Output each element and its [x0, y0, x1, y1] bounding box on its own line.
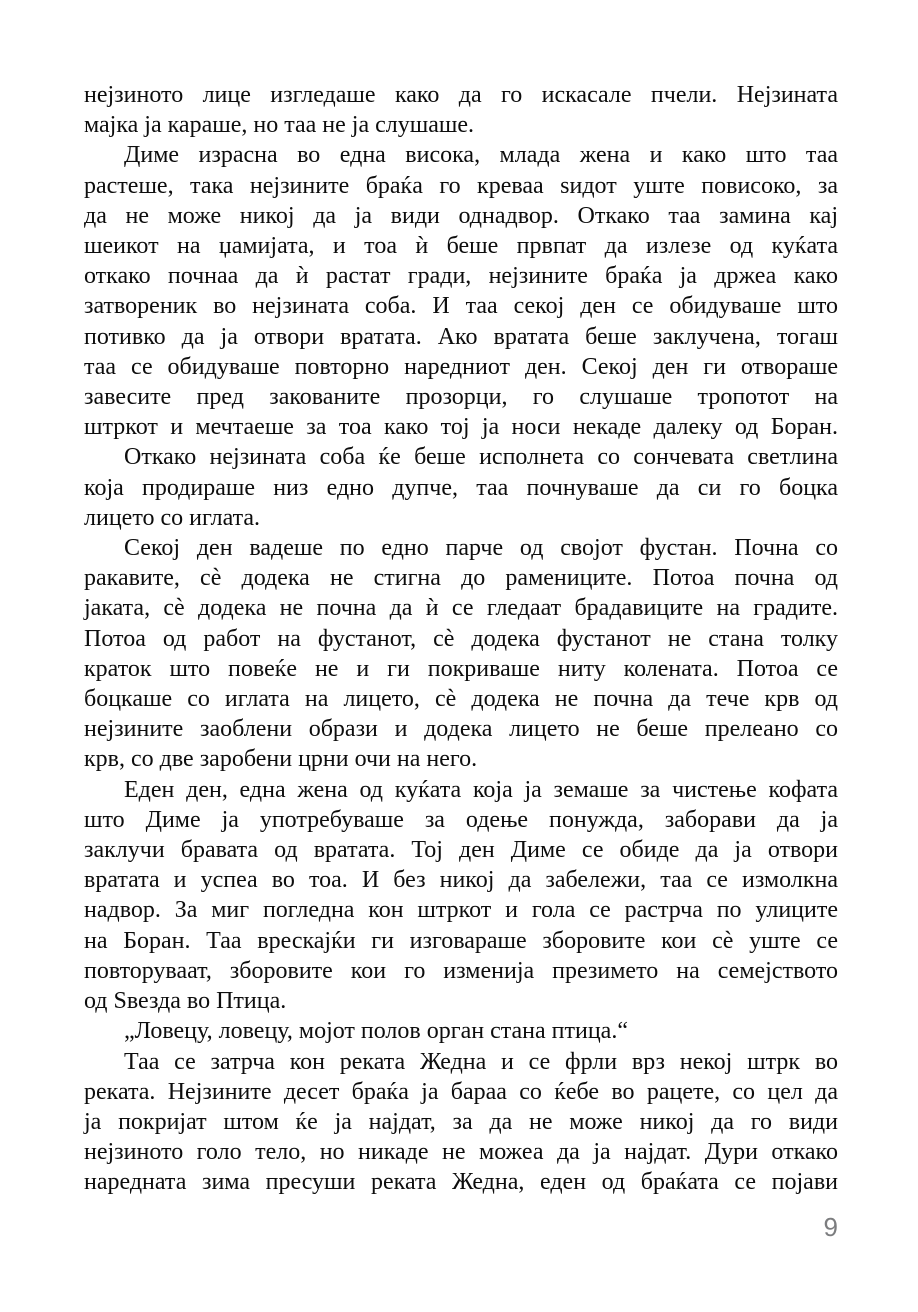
text-line: заклучи бравата од вратата. Тој ден Диме се обиде да ја отвори: [84, 837, 838, 864]
text-line: завесите пред закованите прозорци, го слушаше тропотот на: [84, 384, 838, 411]
text-line: ракавите, сè додека не стигна до рамениците. Потоа почна од: [84, 565, 838, 592]
text-line: нејзиното голо тело, но никаде не можеа да ја најдат. Дури откако: [84, 1139, 838, 1166]
text-line: потивко да ја отвори вратата. Ако вратата беше заклучена, тогаш: [84, 323, 838, 350]
text-line: крв, со две заробени црни очи на него.: [84, 746, 478, 773]
text-line: боцкаше со иглата на лицето, сè додека не почна да тече крв од: [84, 686, 838, 713]
text-line: Таа се затрча кон реката Жедна и се фрли врз некој штрк во: [124, 1048, 838, 1075]
text-line: да не може никој да ја види однадвор. Откако таа замина кај: [84, 202, 838, 229]
text-line: ја покријат штом ќе ја најдат, за да не може никој да го види: [84, 1108, 838, 1135]
text-line: нејзиното лице изгледаше како да го искасале пчели. Нејзината: [84, 82, 838, 108]
text-line: краток што повеќе не и ги покриваше ниту колената. Потоа се: [84, 655, 838, 682]
text-line: Еден ден, една жена од куќата која ја земаше за чистење кофата: [124, 776, 838, 803]
text-line: Секој ден вадеше по едно парче од својот фустан. Почна со: [124, 535, 838, 562]
text-line: лицето со иглата.: [84, 504, 261, 531]
text-line: шеикот на џамијата, и тоа ѝ беше првпат да излезе од куќата: [84, 233, 838, 260]
page-text: [84, 80, 838, 1198]
text-line: реката. Нејзините десет браќа ја бараа со ќебе во рацете, со цел да: [84, 1078, 838, 1105]
text-line: таа се обидуваше повторно наредниот ден. Секој ден ги отвораше: [84, 353, 838, 380]
text-line: надвор. За миг погледна кон штркот и гола се растрча по улиците: [84, 897, 838, 924]
text-line: која продираше низ едно дупче, таа почнуваше да си го боцка: [84, 474, 838, 501]
page-number: 9: [823, 1212, 838, 1242]
text-line: Диме израсна во една висока, млада жена и како што таа: [124, 142, 838, 169]
text-line: што Диме ја употребуваше за одење понужда, заборави да ја: [84, 806, 838, 833]
text-line: вратата и успеа во тоа. И без никој да забележи, таа се измолкна: [84, 867, 838, 894]
text-line: нејзините заоблени образи и додека лицето не беше прелеано со: [84, 716, 838, 743]
text-line: Откако нејзината соба ќе беше исполнета со сончевата светлина: [124, 444, 838, 471]
text-line: затвореник во нејзината соба. И таа секој ден се обидуваше што: [84, 293, 838, 320]
text-line: јаката, сè додека не почна да ѝ се гледаат брадавиците на градите.: [84, 595, 838, 622]
text-line: откако почнаа да ѝ растат гради, нејзините браќа ја држеа како: [84, 263, 838, 290]
text-line: на Боран. Таа врескајќи ги изговараше зборовите кои сè уште се: [84, 927, 838, 954]
text-line: наредната зима пресуши реката Жедна, еден од браќата се појави: [84, 1169, 838, 1196]
text-line: растеше, така нејзините браќа го креваа ѕидот уште повисоко, за: [84, 172, 838, 199]
text-line: од Ѕвезда во Птица.: [84, 988, 287, 1015]
text-line: штркот и мечтаеше за тоа како тој ја носи некаде далеку од Боран.: [84, 414, 838, 441]
text-line: повторуваат, зборовите кои го изменија презимето на семејството: [84, 957, 838, 984]
text-line: „Ловецу, ловецу, мојот полов орган стана птица.“: [124, 1018, 628, 1045]
text-line: мајка ја караше, но таа не ја слушаше.: [84, 112, 474, 139]
text-line: Потоа од работ на фустанот, сè додека фустанот не стана толку: [84, 625, 838, 652]
